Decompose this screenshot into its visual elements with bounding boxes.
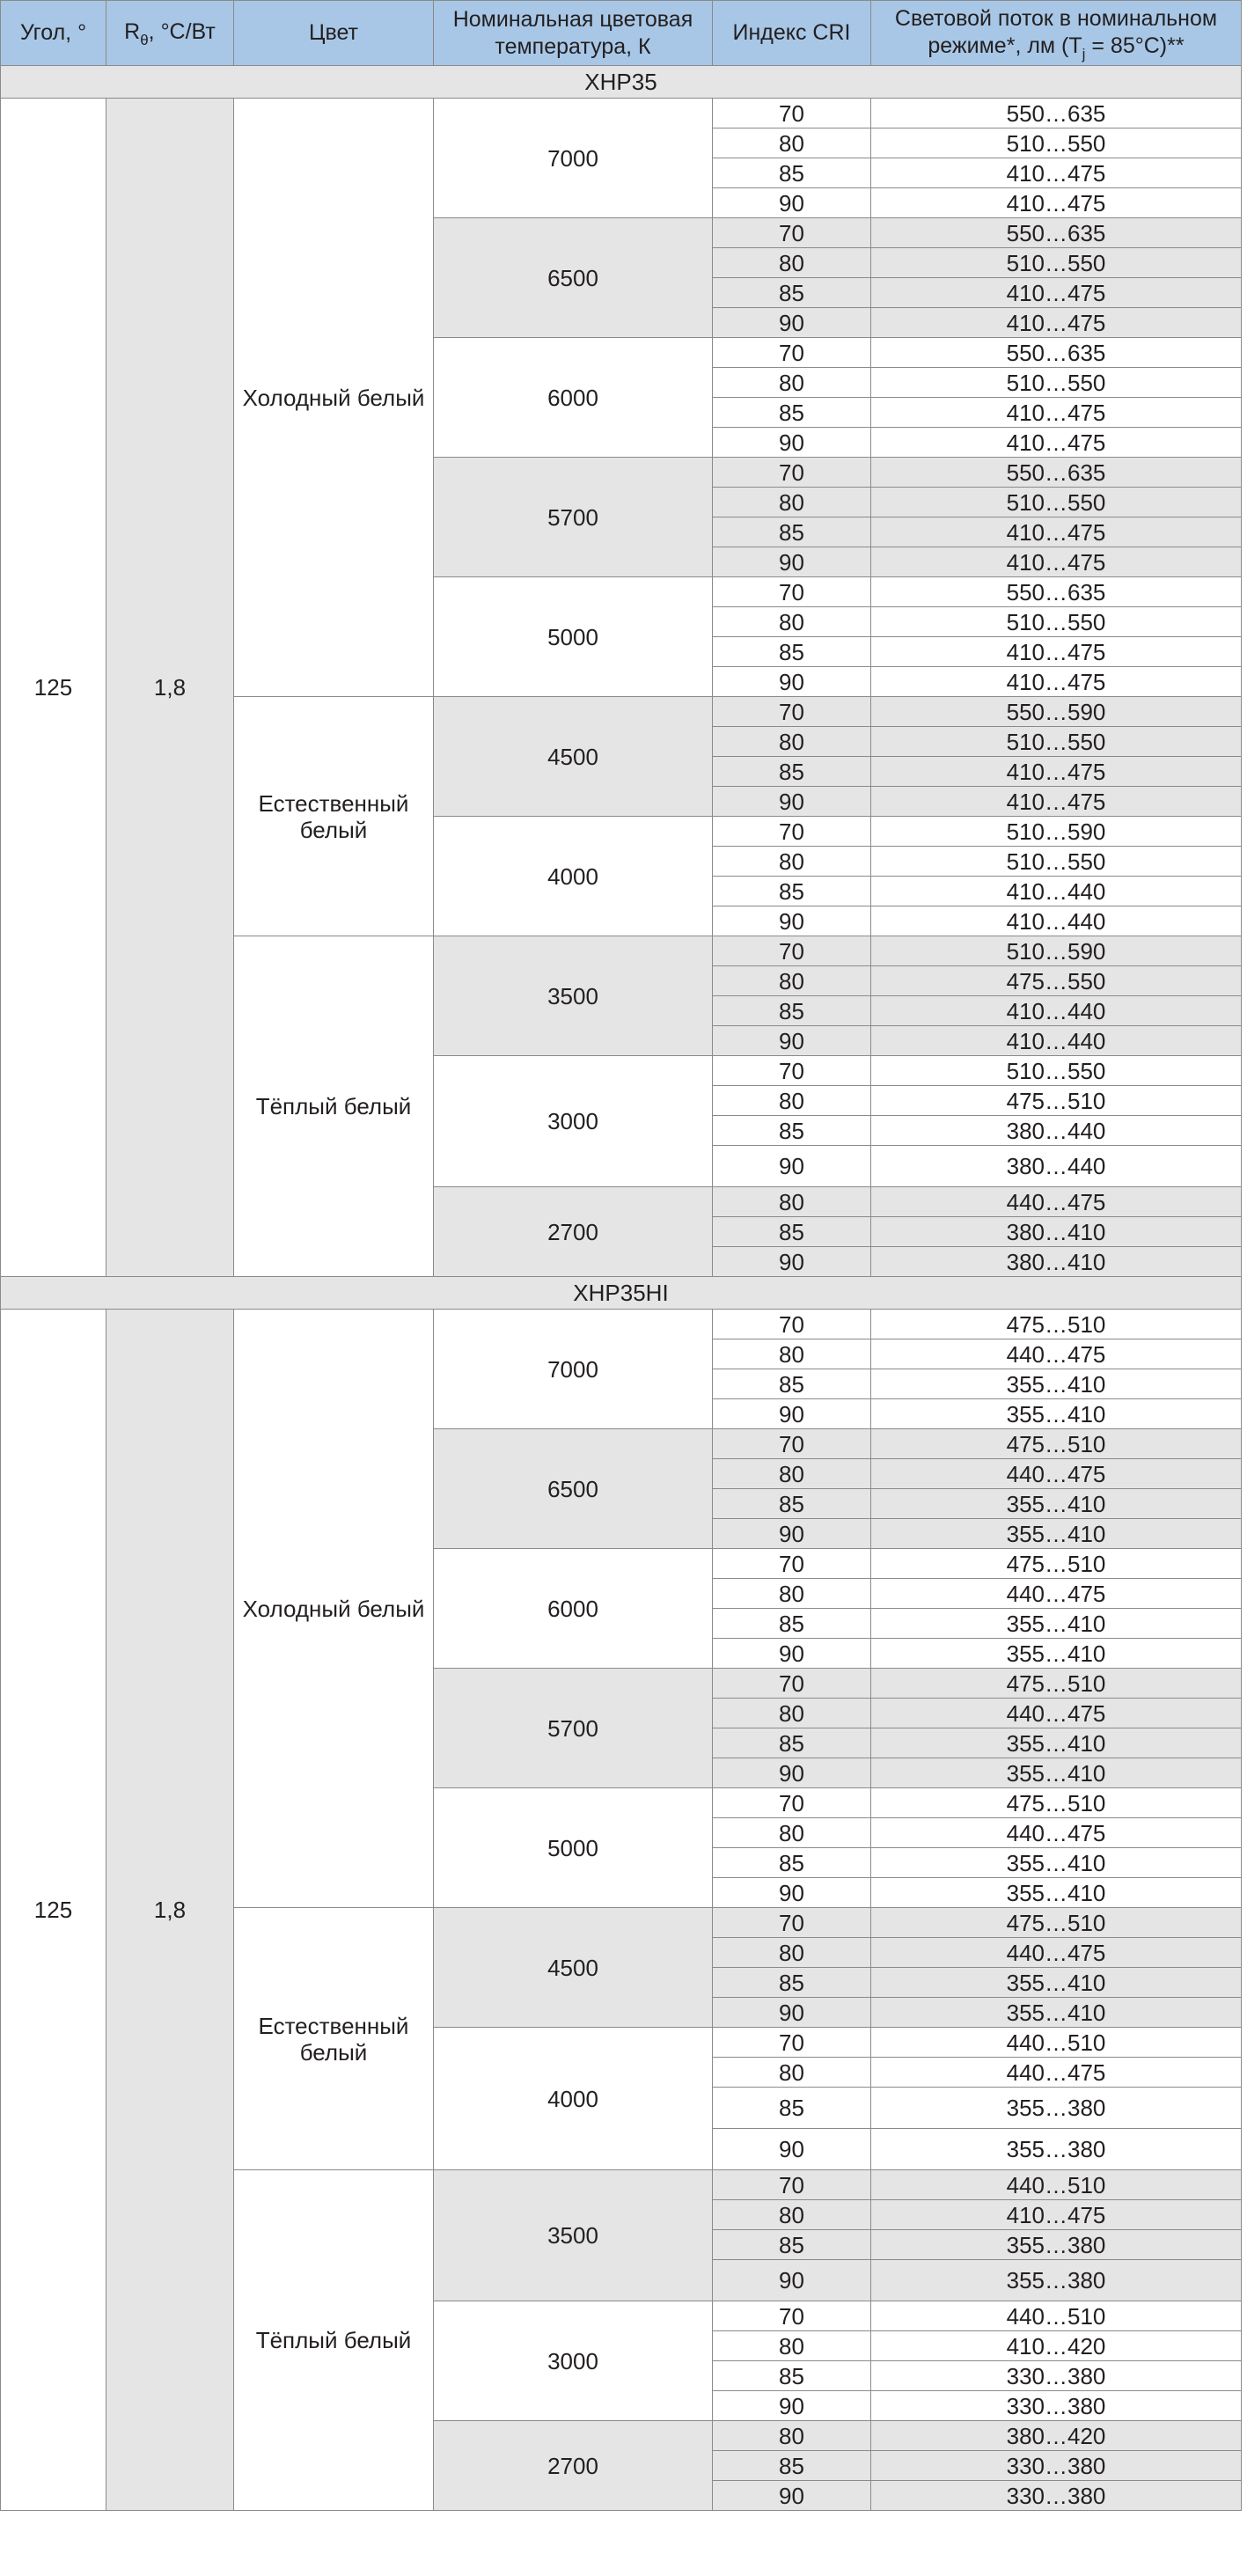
- cri-cell: 80: [713, 1938, 871, 1968]
- cri-cell: 70: [713, 817, 871, 847]
- cct-cell: 3000: [434, 2301, 713, 2421]
- cct-cell: 7000: [434, 99, 713, 218]
- color-cell: [234, 2170, 434, 2511]
- cri-cell: 85: [713, 1968, 871, 1998]
- flux-cell: 510…590: [871, 817, 1242, 847]
- cri-cell: 85: [713, 2230, 871, 2260]
- flux-cell: 355…410: [871, 1519, 1242, 1549]
- cri-cell: 85: [713, 2451, 871, 2481]
- table-row: [1, 1310, 1242, 1339]
- cri-cell: 90: [713, 428, 871, 458]
- flux-cell: 330…380: [871, 2391, 1242, 2421]
- angle-cell: 125: [1, 1310, 106, 2511]
- flux-cell: 440…475: [871, 1818, 1242, 1848]
- cri-cell: 80: [713, 966, 871, 996]
- cct-cell: 3500: [434, 936, 713, 1056]
- thermal-resistance-cell: 1,8: [106, 1310, 234, 2511]
- cri-cell: 90: [713, 188, 871, 218]
- cct-cell: 3000: [434, 1056, 713, 1187]
- flux-cell: 440…475: [871, 1579, 1242, 1609]
- cri-cell: 80: [713, 607, 871, 637]
- flux-cell: 410…420: [871, 2331, 1242, 2361]
- cri-cell: 90: [713, 1399, 871, 1429]
- cri-cell: 90: [713, 667, 871, 697]
- flux-cell: 355…410: [871, 1728, 1242, 1758]
- flux-cell: 440…475: [871, 1339, 1242, 1369]
- color-label-line: Естественный: [258, 789, 409, 817]
- flux-cell: 330…380: [871, 2451, 1242, 2481]
- cri-cell: 90: [713, 1878, 871, 1908]
- color-label-line: Тёплый белый: [255, 2327, 412, 2353]
- flux-cell: 410…475: [871, 278, 1242, 308]
- cct-cell: 6000: [434, 338, 713, 458]
- flux-cell: 410…475: [871, 398, 1242, 428]
- cri-cell: 80: [713, 368, 871, 398]
- cri-cell: 85: [713, 1217, 871, 1247]
- flux-cell: 410…475: [871, 637, 1242, 667]
- cri-cell: 90: [713, 787, 871, 817]
- flux-cell: 475…510: [871, 1310, 1242, 1339]
- flux-cell: 355…410: [871, 1758, 1242, 1788]
- flux-cell: 510…550: [871, 607, 1242, 637]
- cri-cell: 90: [713, 308, 871, 338]
- header-rth-unit: , °C/Вт: [148, 19, 216, 44]
- cri-cell: 90: [713, 1026, 871, 1056]
- cct-cell: 5000: [434, 1788, 713, 1908]
- flux-cell: 475…510: [871, 1669, 1242, 1699]
- header-color: Цвет: [234, 1, 434, 66]
- flux-cell: 550…590: [871, 697, 1242, 727]
- flux-cell: 410…475: [871, 188, 1242, 218]
- cri-cell: 80: [713, 128, 871, 158]
- cri-cell: 85: [713, 1369, 871, 1399]
- cct-cell: 5000: [434, 577, 713, 697]
- flux-cell: 440…475: [871, 1938, 1242, 1968]
- cct-cell: 4000: [434, 2028, 713, 2170]
- cri-cell: 90: [713, 1146, 871, 1187]
- flux-cell: 440…510: [871, 2028, 1242, 2058]
- flux-cell: 355…410: [871, 1968, 1242, 1998]
- flux-cell: 550…635: [871, 458, 1242, 488]
- cri-cell: 85: [713, 398, 871, 428]
- thermal-resistance-cell: 1,8: [106, 99, 234, 1277]
- cri-cell: 70: [713, 1056, 871, 1086]
- cri-cell: 80: [713, 1459, 871, 1489]
- flux-cell: 355…410: [871, 1369, 1242, 1399]
- flux-cell: 550…635: [871, 577, 1242, 607]
- color-cell: [234, 99, 434, 697]
- header-cct: Номинальная цветовая температура, К: [434, 1, 713, 66]
- cri-cell: 90: [713, 2129, 871, 2170]
- cri-cell: 90: [713, 1998, 871, 2028]
- cri-cell: 80: [713, 248, 871, 278]
- cri-cell: 70: [713, 1310, 871, 1339]
- cri-cell: 90: [713, 2391, 871, 2421]
- cri-cell: 80: [713, 2200, 871, 2230]
- cct-cell: 2700: [434, 2421, 713, 2511]
- cct-cell: 6000: [434, 1549, 713, 1669]
- flux-cell: 475…510: [871, 1908, 1242, 1938]
- cri-cell: 70: [713, 338, 871, 368]
- flux-cell: 355…410: [871, 1878, 1242, 1908]
- header-flux: [871, 1, 1242, 66]
- flux-cell: 510…550: [871, 248, 1242, 278]
- header-flux-a: Световой поток в номинальном режиме*, лм (T: [894, 5, 1218, 58]
- cri-cell: 70: [713, 458, 871, 488]
- flux-cell: 355…380: [871, 2230, 1242, 2260]
- cri-cell: 70: [713, 1549, 871, 1579]
- cri-cell: 70: [713, 218, 871, 248]
- header-rth-main: R: [124, 19, 141, 44]
- cri-cell: 80: [713, 1699, 871, 1728]
- flux-cell: 355…410: [871, 1998, 1242, 2028]
- flux-cell: 410…475: [871, 2200, 1242, 2230]
- color-label-line: Холодный белый: [242, 1595, 425, 1622]
- cri-cell: 80: [713, 1187, 871, 1217]
- cri-cell: 85: [713, 1116, 871, 1146]
- flux-cell: 355…410: [871, 1609, 1242, 1639]
- cri-cell: 85: [713, 877, 871, 906]
- flux-cell: 410…475: [871, 547, 1242, 577]
- flux-cell: 355…410: [871, 1848, 1242, 1878]
- cri-cell: 80: [713, 727, 871, 757]
- cri-cell: 90: [713, 1639, 871, 1669]
- cri-cell: 80: [713, 847, 871, 877]
- flux-cell: 510…550: [871, 1056, 1242, 1086]
- cct-cell: 5700: [434, 458, 713, 577]
- table-header-row: [1, 1, 1242, 66]
- color-label-line: Холодный белый: [242, 384, 425, 411]
- flux-cell: 355…410: [871, 1639, 1242, 1669]
- flux-cell: 410…475: [871, 428, 1242, 458]
- flux-cell: 410…475: [871, 158, 1242, 188]
- cct-cell: 4500: [434, 697, 713, 817]
- flux-cell: 330…380: [871, 2481, 1242, 2511]
- cri-cell: 85: [713, 637, 871, 667]
- flux-cell: 510…590: [871, 936, 1242, 966]
- flux-cell: 380…410: [871, 1217, 1242, 1247]
- cri-cell: 90: [713, 2481, 871, 2511]
- cri-cell: 70: [713, 1908, 871, 1938]
- flux-cell: 410…475: [871, 667, 1242, 697]
- cri-cell: 80: [713, 1818, 871, 1848]
- cri-cell: 80: [713, 488, 871, 517]
- color-cell: [234, 697, 434, 936]
- cri-cell: 70: [713, 1788, 871, 1818]
- flux-cell: 355…380: [871, 2260, 1242, 2301]
- flux-cell: 550…635: [871, 99, 1242, 128]
- flux-cell: 380…420: [871, 2421, 1242, 2451]
- flux-cell: 355…410: [871, 1489, 1242, 1519]
- flux-cell: 475…510: [871, 1788, 1242, 1818]
- flux-cell: 550…635: [871, 218, 1242, 248]
- cri-cell: 85: [713, 2361, 871, 2391]
- cri-cell: 90: [713, 1519, 871, 1549]
- flux-cell: 440…475: [871, 2058, 1242, 2088]
- flux-cell: 410…440: [871, 906, 1242, 936]
- flux-cell: 380…440: [871, 1146, 1242, 1187]
- flux-cell: 355…380: [871, 2088, 1242, 2129]
- flux-cell: 410…475: [871, 757, 1242, 787]
- flux-cell: 410…475: [871, 517, 1242, 547]
- cct-cell: 6500: [434, 1429, 713, 1549]
- color-label-line: белый: [299, 816, 368, 843]
- cri-cell: 85: [713, 996, 871, 1026]
- flux-cell: 510…550: [871, 727, 1242, 757]
- flux-cell: 410…440: [871, 877, 1242, 906]
- header-flux-b: = 85°C)**: [1085, 33, 1185, 58]
- table-body: [1, 1, 1242, 2511]
- flux-cell: 410…475: [871, 787, 1242, 817]
- cct-cell: 7000: [434, 1310, 713, 1429]
- flux-cell: 440…510: [871, 2170, 1242, 2200]
- flux-cell: 440…475: [871, 1699, 1242, 1728]
- cri-cell: 80: [713, 1339, 871, 1369]
- cct-cell: 4500: [434, 1908, 713, 2028]
- cri-cell: 85: [713, 517, 871, 547]
- flux-cell: 355…380: [871, 2129, 1242, 2170]
- cri-cell: 70: [713, 2028, 871, 2058]
- color-cell: [234, 1310, 434, 1908]
- color-cell: [234, 1908, 434, 2170]
- cri-cell: 85: [713, 158, 871, 188]
- flux-cell: 510…550: [871, 488, 1242, 517]
- group-header-row: [1, 66, 1242, 99]
- flux-cell: 475…510: [871, 1549, 1242, 1579]
- group-name: XHP35: [1, 66, 1242, 99]
- cri-cell: 70: [713, 2301, 871, 2331]
- header-thermal-resistance: [106, 1, 234, 66]
- cri-cell: 80: [713, 2331, 871, 2361]
- cct-cell: 3500: [434, 2170, 713, 2301]
- flux-cell: 410…440: [871, 996, 1242, 1026]
- flux-cell: 475…550: [871, 966, 1242, 996]
- cri-cell: 70: [713, 577, 871, 607]
- cri-cell: 70: [713, 99, 871, 128]
- group-header-row: [1, 1277, 1242, 1310]
- flux-cell: 410…440: [871, 1026, 1242, 1056]
- cri-cell: 85: [713, 1848, 871, 1878]
- cri-cell: 90: [713, 1247, 871, 1277]
- cri-cell: 90: [713, 2260, 871, 2301]
- flux-cell: 550…635: [871, 338, 1242, 368]
- flux-cell: 380…440: [871, 1116, 1242, 1146]
- flux-cell: 510…550: [871, 128, 1242, 158]
- flux-cell: 330…380: [871, 2361, 1242, 2391]
- cri-cell: 85: [713, 1609, 871, 1639]
- color-cell: [234, 936, 434, 1277]
- angle-cell: 125: [1, 99, 106, 1277]
- cri-cell: 90: [713, 547, 871, 577]
- cri-cell: 70: [713, 1429, 871, 1459]
- cri-cell: 80: [713, 2421, 871, 2451]
- flux-cell: 410…475: [871, 308, 1242, 338]
- color-label-line: Тёплый белый: [255, 1093, 412, 1119]
- cri-cell: 85: [713, 1489, 871, 1519]
- cri-cell: 70: [713, 936, 871, 966]
- header-cri: Индекс CRI: [713, 1, 871, 66]
- header-flux-sub: j: [1082, 45, 1086, 62]
- table-row: [1, 99, 1242, 128]
- header-rth-sub: θ: [140, 32, 149, 48]
- cct-cell: 2700: [434, 1187, 713, 1277]
- flux-cell: 380…410: [871, 1247, 1242, 1277]
- cct-cell: 4000: [434, 817, 713, 936]
- color-label-line: Естественный: [258, 2012, 409, 2039]
- group-name: XHP35HI: [1, 1277, 1242, 1310]
- cri-cell: 70: [713, 1669, 871, 1699]
- cri-cell: 80: [713, 1579, 871, 1609]
- cct-cell: 5700: [434, 1669, 713, 1788]
- color-label-line: белый: [299, 2038, 368, 2066]
- cri-cell: 70: [713, 2170, 871, 2200]
- flux-cell: 475…510: [871, 1086, 1242, 1116]
- flux-cell: 475…510: [871, 1429, 1242, 1459]
- cri-cell: 85: [713, 757, 871, 787]
- cri-cell: 85: [713, 278, 871, 308]
- cri-cell: 80: [713, 2058, 871, 2088]
- flux-cell: 440…510: [871, 2301, 1242, 2331]
- cri-cell: 85: [713, 2088, 871, 2129]
- cri-cell: 85: [713, 1728, 871, 1758]
- flux-cell: 510…550: [871, 368, 1242, 398]
- cct-cell: 6500: [434, 218, 713, 338]
- cri-cell: 90: [713, 1758, 871, 1788]
- cri-cell: 80: [713, 1086, 871, 1116]
- cri-cell: 70: [713, 697, 871, 727]
- flux-cell: 440…475: [871, 1459, 1242, 1489]
- header-angle: Угол, °: [1, 1, 106, 66]
- cri-cell: 90: [713, 906, 871, 936]
- flux-cell: 355…410: [871, 1399, 1242, 1429]
- flux-cell: 440…475: [871, 1187, 1242, 1217]
- flux-cell: 510…550: [871, 847, 1242, 877]
